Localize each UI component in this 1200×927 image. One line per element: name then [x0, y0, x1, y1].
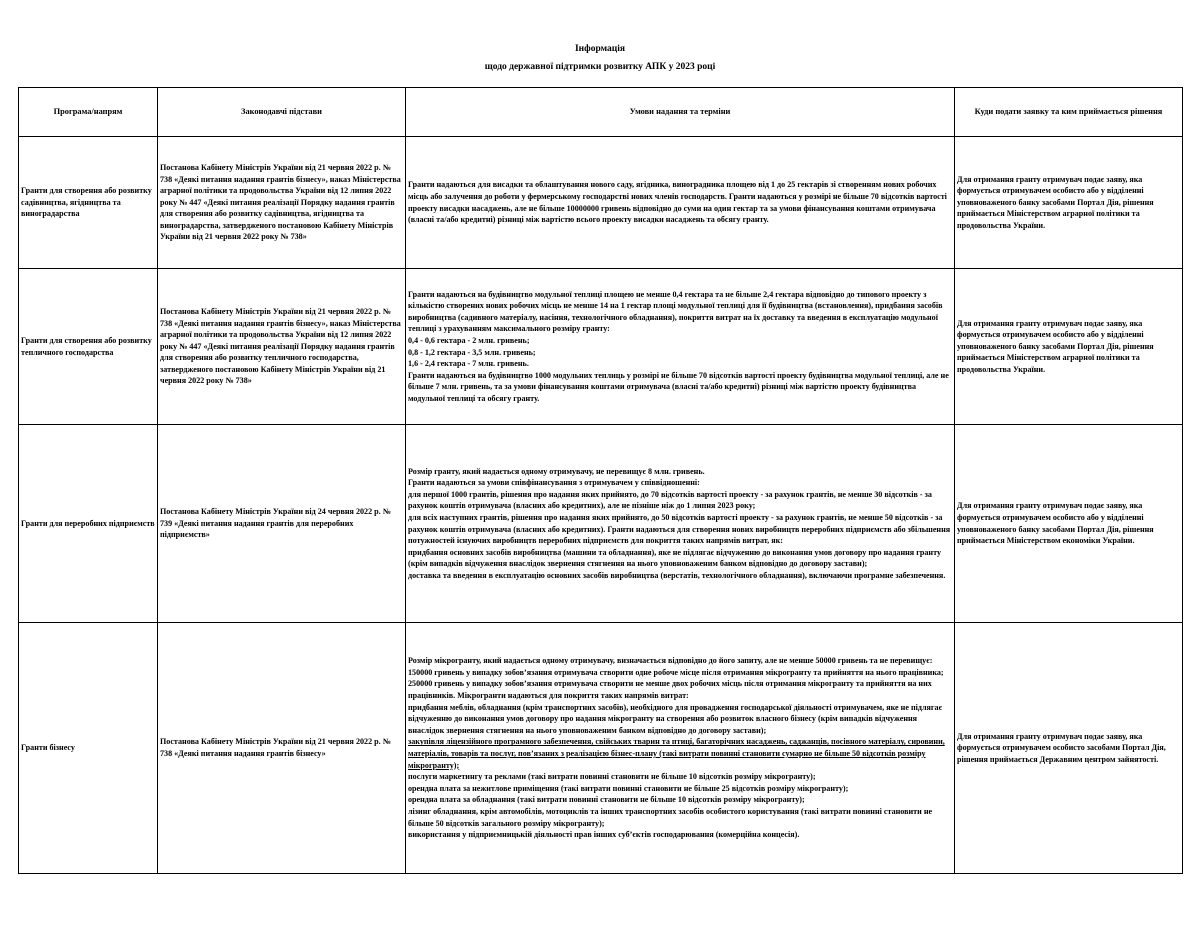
doc-subtitle: щодо державної підтримки розвитку АПК у 2023 році [484, 62, 716, 72]
header-conditions: Умови надання та терміни [406, 88, 955, 137]
program-cell: Гранти для створення або розвитку садівництва, ягідництва та виноградарства [19, 137, 158, 269]
condition-text: орендна плата за нежитлове приміщення (такі витрати повинні становити не більше 25 відсотків розміру мікрогранту); [408, 783, 849, 793]
program-cell: Гранти для переробних підприємств [19, 425, 158, 623]
legal-cell: Постанова Кабінету Міністрів України від 21 червня 2022 р. № 738 «Деякі питання надання грантів бізнесу», наказ Міністерства аграрної політики та продовольства України від 12 липня 2022 року № 447 «Деякі питання реалізації Порядку надання грантів для створення або розвитку садівництва, ягідництва та виноградарства, затвердженого постановою Кабінету Міністрів України від 21 червня 2022 року № 738» [158, 137, 406, 269]
condition-text: Гранти надаються за умови співфінансування з отримувачем у співвідношенні: [408, 478, 700, 488]
condition-text: використання у підприємницькій діяльності прав інших суб’єктів господарювання (комерційна концесія). [408, 830, 800, 840]
condition-text: придбання меблів, обладнання (крім транспортних засобів), необхідного для провадження господарської діяльності отримувачем, яке не підлягає відчуженню до виконання умов договору про надання мікрогранту на створення або розвиток власного бізнесу (крім випадків відчуження внаслідок звернення стягнення на нього уповноваженим банком відповідно до договору застави); [408, 702, 943, 735]
condition-text: доставка та введення в експлуатацію основних засобів виробництва (верстатів, технологічного обладнання), включаючи програмне забезпечення. [408, 570, 946, 580]
header-legal: Законодавчі підстави [158, 88, 406, 137]
legal-cell: Постанова Кабінету Міністрів України від 24 червня 2022 р. № 739 «Деякі питання надання грантів для переробних підприємств» [158, 425, 406, 623]
doc-title: Інформація [574, 44, 626, 54]
conditions-cell [406, 137, 955, 269]
condition-text: 0,4 - 0,6 гектара - 2 млн. гривень; [408, 335, 530, 345]
condition-text: Гранти надаються на будівництво 1000 модульних теплиць у розмірі не більше 70 відсотків вартості проекту будівництва модульної теплиці, але не більше 7 млн. гривень, та за умови фінансування коштами отримувача (власні та/або кредитні) різниці між вартістю проекту будівництва модульної теплиці та обсягу гранту. [408, 370, 949, 403]
condition-text: орендна плата за обладнання (такі витрати повинні становити не більше 10 відсотків розміру мікрогранту); [408, 795, 805, 805]
table-row [19, 269, 1183, 425]
conditions-cell [406, 623, 955, 874]
where-cell: Для отримання гранту отримувач подає заяву, яка формується отримувачем особисто або у відділенні уповноваженого банку засобами Портал Дія, рішення приймається Міністерством аграрної політики та продовольства України. [955, 137, 1183, 269]
table-header-row [19, 88, 1183, 137]
header-where: Куди подати заявку та ким приймається рішення [955, 88, 1183, 137]
condition-text: 0,8 - 1,2 гектара - 3,5 млн. гривень; [408, 347, 536, 357]
condition-text: 1,6 - 2,4 гектара - 7 млн. гривень. [408, 359, 529, 369]
legal-cell: Постанова Кабінету Міністрів України від 21 червня 2022 р. № 738 «Деякі питання надання грантів бізнесу» [158, 623, 406, 874]
legal-cell: Постанова Кабінету Міністрів України від 21 червня 2022 р. № 738 «Деякі питання надання грантів бізнесу», наказ Міністерства аграрної політики та продовольства України від 12 липня 2022 року № 447 «Деякі питання реалізації Порядку надання грантів для створення або розвитку тепличного господарства, затвердженого постановою Кабінету Міністрів України від 21 червня 2022 року № 738» [158, 269, 406, 425]
condition-text: Гранти надаються на будівництво модульної теплиці площею не менше 0,4 гектара та не більше 2,4 гектара відповідно до типового проекту з кількістю створених нових робочих місць не менше 14 на 1 гектар площі модульної теплиці для її будівництва (встановлення), придбання засобів виробництва (садивного матеріалу, насіння, технологічного обладнання), покриття витрат на їх доставку та введення в експлуатацію модульної теплиці з урахуванням максимального розміру гранту: [408, 289, 943, 334]
condition-text: послуги маркетингу та реклами (такі витрати повинні становити не більше 10 відсотків розміру мікрогранту); [408, 772, 816, 782]
condition-text: лізинг обладнання, крім автомобілів, мотоциклів та інших транспортних засобів особистого користування (такі витрати повинні становити не більше 50 відсотків загального розміру мікрогранту); [408, 806, 933, 828]
condition-text: 150000 гривень у випадку зобов’язання отримувача створити одне робоче місце після отримання мікрогранту та прийняття на нього працівника; [408, 667, 944, 677]
where-cell: Для отримання гранту отримувач подає заяву, яка формується отримувачем особисто або у відділенні уповноваженого банку засобами Портал Дія, рішення приймається Міністерством аграрної політики та продовольства України. [955, 269, 1183, 425]
condition-text: Розмір гранту, який надається одному отримувачу, не перевищує 8 млн. гривень. [408, 466, 705, 476]
support-table [18, 87, 1183, 874]
conditions-cell [406, 269, 955, 425]
conditions-cell [406, 425, 955, 623]
table-row [19, 623, 1183, 874]
program-cell: Гранти бізнесу [19, 623, 158, 874]
condition-text: Розмір мікрогранту, який надається одному отримувачу, визначається відповідно до його запиту, але не менше 50000 гривень та не перевищує: [408, 656, 933, 666]
condition-text: придбання основних засобів виробництва (машини та обладнання), яке не підлягає відчуженню до виконання умов договору про надання гранту (крім випадків відчуження внаслідок звернення стягнення на нього уповноваженим банком відповідно до договору застави); [408, 547, 941, 569]
program-cell: Гранти для створення або розвитку тепличного господарства [19, 269, 158, 425]
condition-text: для всіх наступних грантів, рішення про надання яких прийнято, до 50 відсотків вартості проекту - за рахунок грантів, не менше 50 відсотків - за рахунок коштів отримувача (власних або кредитних). Гранти надаються для створення нових виробництв переробних підприємств або збільшення потужностей існуючих виробництв переробних підприємств для покриття таких напрямів витрат, як: [408, 512, 951, 546]
where-cell: Для отримання гранту отримувач подає заяву, яка формується отримувачем особисто засобами Портал Дія, рішення приймається Державним центром зайнятості. [955, 623, 1183, 874]
where-cell: Для отримання гранту отримувач подає заяву, яка формується отримувачем особисто або у відділенні уповноваженого банку засобами Портал Дія, рішення приймається Міністерством економіки України. [955, 425, 1183, 623]
header-program: Програма/напрям [19, 88, 158, 137]
table-row [19, 137, 1183, 269]
condition-text-underlined: закупівля ліцензійного програмного забезпечення, свійських тварин та птиці, багаторічних насаджень, саджанців, посівного матеріалу, сировини, матеріалів, товарів та послуг, пов’язаних з реалізацією бізнес-плану (такі витрати повинні становити сумарно не більше 50 відсотків розміру мікрогранту); [408, 737, 945, 770]
condition-text: 250000 гривень у випадку зобов’язання отримувача створити не менше двох робочих місць після отримання мікрогранту та прийняття на них працівників. Мікрогранти надаються для покриття таких напрямів витрат: [408, 679, 932, 701]
condition-text: Гранти надаються для висадки та облаштування нового саду, ягідника, виноградника площею від 1 до 25 гектарів зі створенням нових робочих місць або залучення до роботи у фермерському господарстві нових членів господарств. Гранти надаються у розмірі не більше 70 відсотків вартості проекту висадки насаджень, але не більше 10000000 гривень відповідно до суми на один гектар та за умови фінансування коштами отримувача (власні та/або кредитні) різниці між вартістю всього проекту висадки насаджень та обсягу гранту. [408, 180, 947, 225]
condition-text: для першої 1000 грантів, рішення про надання яких прийнято, до 70 відсотків вартості проекту - за рахунок грантів, не менше 30 відсотків - за рахунок коштів отримувача (власних або кредитних), але не пізніше ніж до 1 липня 2023 року; [408, 489, 932, 511]
table-row [19, 425, 1183, 623]
